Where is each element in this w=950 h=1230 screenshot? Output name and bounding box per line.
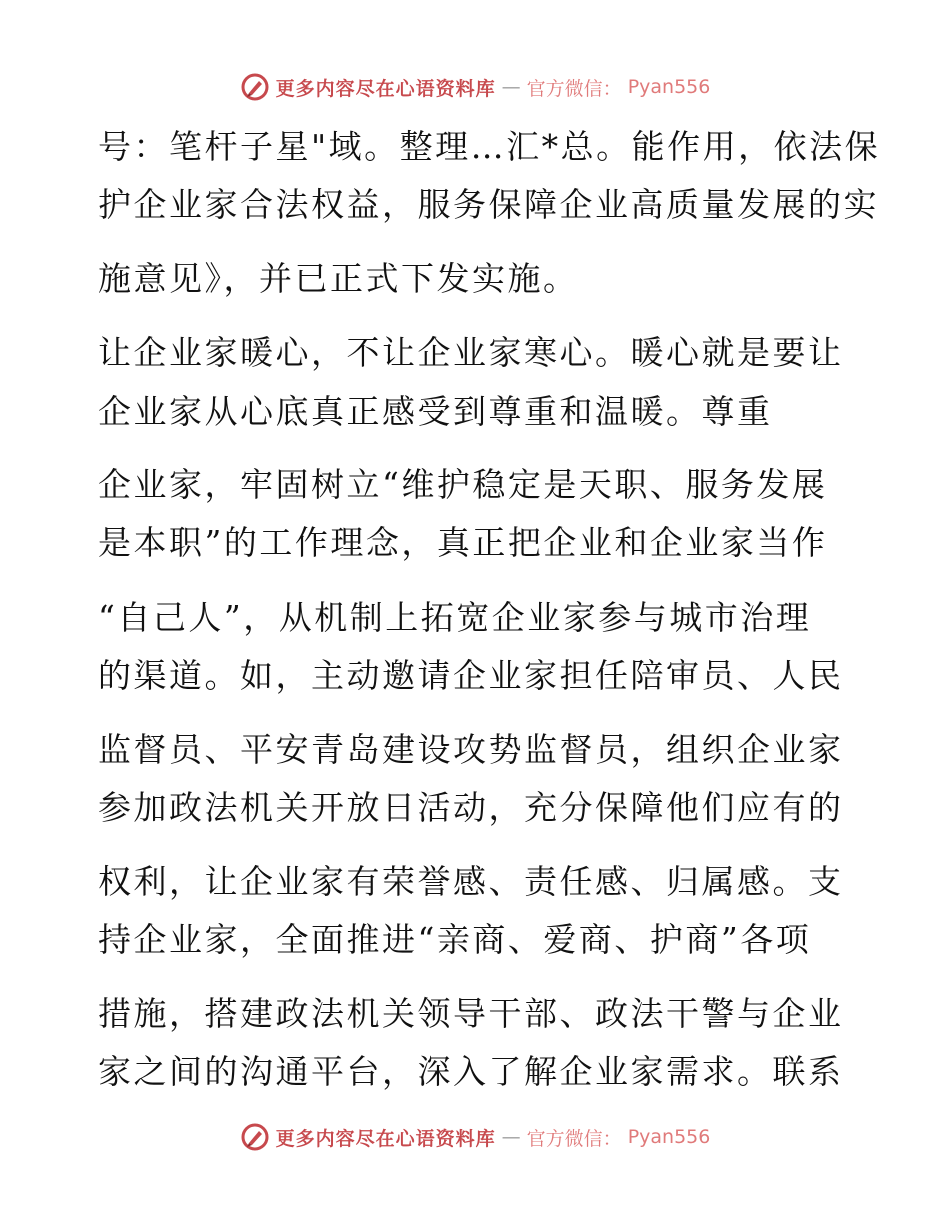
text-line: 让企业家暖心，不让企业家寒心。暖心就是要让 [98, 333, 844, 372]
wechat-id: Pyan556 [627, 76, 711, 98]
pen-circle-logo-icon [240, 72, 270, 102]
promo-text: 更多内容尽在心语资料库 [275, 1127, 496, 1150]
footer-banner [0, 1122, 950, 1152]
text-line: 家之间的沟通平台，深入了解企业家需求。联系 [98, 1052, 844, 1091]
text-line: 护企业家合法权益，服务保障企业高质量发展的实 [98, 185, 879, 224]
wechat-label: 官方微信： [526, 1127, 622, 1150]
text-line: “自己人”，从机制上拓宽企业家参与城市治理 [98, 598, 812, 637]
promo-text: 更多内容尽在心语资料库 [275, 77, 496, 100]
header-banner [0, 72, 950, 102]
banner-dash: — [501, 76, 521, 98]
text-line: 企业家，牢固树立“维护稳定是天职、服务发展 [98, 465, 828, 504]
text-line: 措施，搭建政法机关领导干部、政法干警与企业 [98, 994, 844, 1033]
wechat-id: Pyan556 [627, 1126, 711, 1148]
banner-dash: — [501, 1126, 521, 1148]
text-line: 施意见》，并已正式下发实施。 [98, 259, 579, 298]
text-line: 是本职”的工作理念，真正把企业和企业家当作 [98, 523, 828, 562]
wechat-label: 官方微信： [526, 77, 622, 100]
text-line: 参加政法机关开放日活动，充分保障他们应有的 [98, 788, 844, 827]
text-line: 监督员、平安青岛建设攻势监督员，组织企业家 [98, 730, 844, 769]
text-line: 持企业家，全面推进“亲商、爱商、护商”各项 [98, 920, 812, 959]
text-line: 号：笔杆子星"域。整理…汇*总。能作用，依法保 [98, 127, 881, 166]
pen-circle-logo-icon [240, 1122, 270, 1152]
text-line: 的渠道。如，主动邀请企业家担任陪审员、人民 [98, 656, 844, 695]
text-line: 权利，让企业家有荣誉感、责任感、归属感。支 [98, 862, 844, 901]
text-line: 企业家从心底真正感受到尊重和温暖。尊重 [98, 392, 773, 431]
